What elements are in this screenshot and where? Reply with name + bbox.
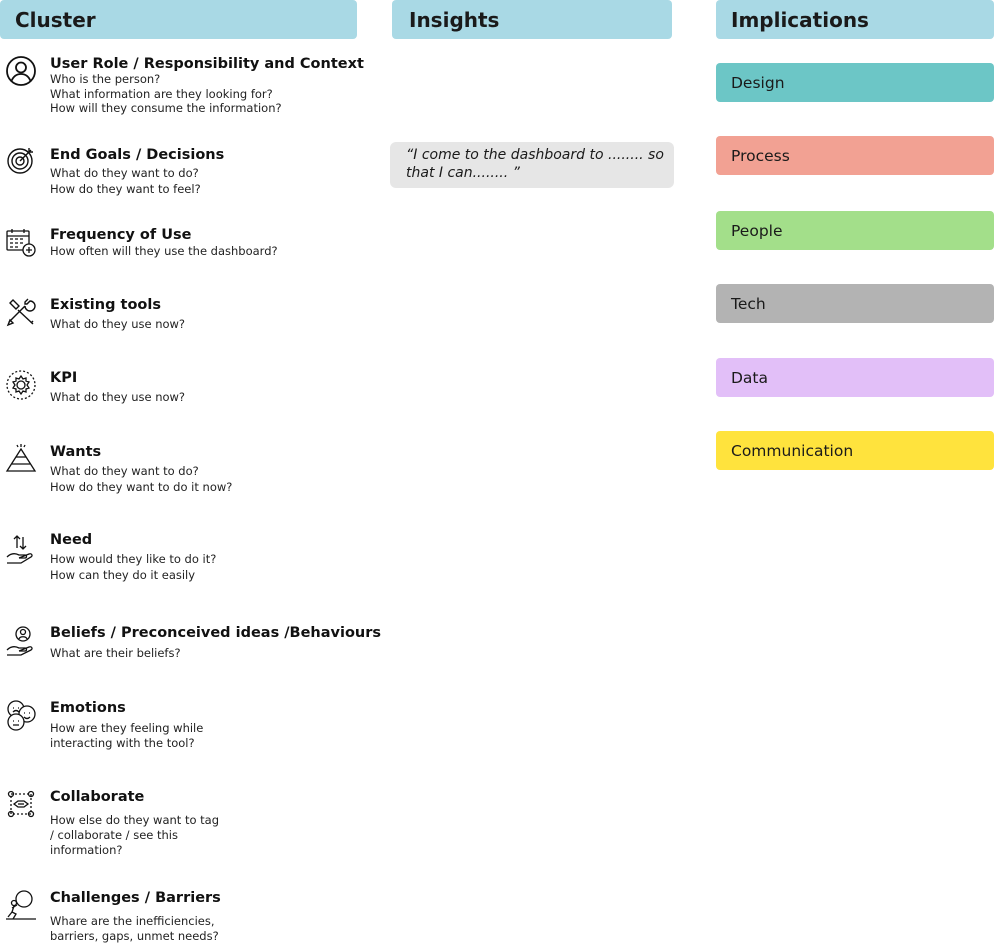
implications-header: Implications xyxy=(716,0,994,39)
implication-design: Design xyxy=(716,63,994,102)
cluster-title: KPI xyxy=(50,370,78,386)
cluster-title: Need xyxy=(50,532,93,548)
implication-communication: Communication xyxy=(716,431,994,470)
cluster-question: How are they feeling while xyxy=(50,721,204,735)
calendar-add-icon xyxy=(5,226,37,258)
insight-sticky-note xyxy=(390,142,674,188)
hand-arrows-icon xyxy=(5,533,37,565)
cluster-question: How will they consume the information? xyxy=(50,101,282,115)
cluster-title: User Role / Responsibility and Context xyxy=(50,56,364,72)
insights-header: Insights xyxy=(392,0,672,39)
insight-text-line: that I can........ ” xyxy=(406,165,520,181)
emotions-icon xyxy=(5,699,37,731)
target-icon xyxy=(5,144,37,176)
implication-process: Process xyxy=(716,136,994,175)
cluster-question: What do they want to do? xyxy=(50,166,199,180)
collaborate-icon xyxy=(5,788,37,820)
cluster-title: Beliefs / Preconceived ideas /Behaviours xyxy=(50,625,382,641)
insight-text-line: “I come to the dashboard to ........ so xyxy=(406,147,664,163)
cluster-question: What do they want to do? xyxy=(50,464,199,478)
cluster-question: interacting with the tool? xyxy=(50,736,195,750)
tools-icon xyxy=(5,296,37,328)
cluster-question: What information are they looking for? xyxy=(50,87,273,101)
cluster-question: Who is the person? xyxy=(50,72,161,86)
cluster-question: barriers, gaps, unmet needs? xyxy=(50,929,219,943)
cluster-title: Collaborate xyxy=(50,789,145,805)
hand-person-icon xyxy=(5,624,37,656)
cluster-question: information? xyxy=(50,843,123,857)
implication-people: People xyxy=(716,211,994,250)
cluster-question: / collaborate / see this xyxy=(50,828,178,842)
pyramid-icon xyxy=(5,443,37,475)
gear-icon xyxy=(5,369,37,401)
barrier-icon xyxy=(5,889,37,921)
cluster-question: What do they use now? xyxy=(50,317,186,331)
cluster-title: Wants xyxy=(50,444,102,460)
cluster-header: Cluster xyxy=(0,0,357,39)
user-circle-icon xyxy=(5,55,37,87)
implication-tech: Tech xyxy=(716,284,994,323)
cluster-question: How do they want to feel? xyxy=(50,182,201,196)
cluster-title: Emotions xyxy=(50,700,126,716)
cluster-title: Challenges / Barriers xyxy=(50,890,221,906)
cluster-question: What do they use now? xyxy=(50,390,186,404)
implication-data: Data xyxy=(716,358,994,397)
cluster-question: How would they like to do it? xyxy=(50,552,217,566)
cluster-question: How else do they want to tag xyxy=(50,813,220,827)
cluster-title: End Goals / Decisions xyxy=(50,147,225,163)
cluster-question: How can they do it easily xyxy=(50,568,196,582)
cluster-question: What are their beliefs? xyxy=(50,646,181,660)
cluster-question: How do they want to do it now? xyxy=(50,480,233,494)
cluster-question: How often will they use the dashboard? xyxy=(50,244,278,258)
cluster-title: Frequency of Use xyxy=(50,227,192,243)
cluster-question: Whare are the inefficiencies, xyxy=(50,914,215,928)
cluster-title: Existing tools xyxy=(50,297,161,313)
